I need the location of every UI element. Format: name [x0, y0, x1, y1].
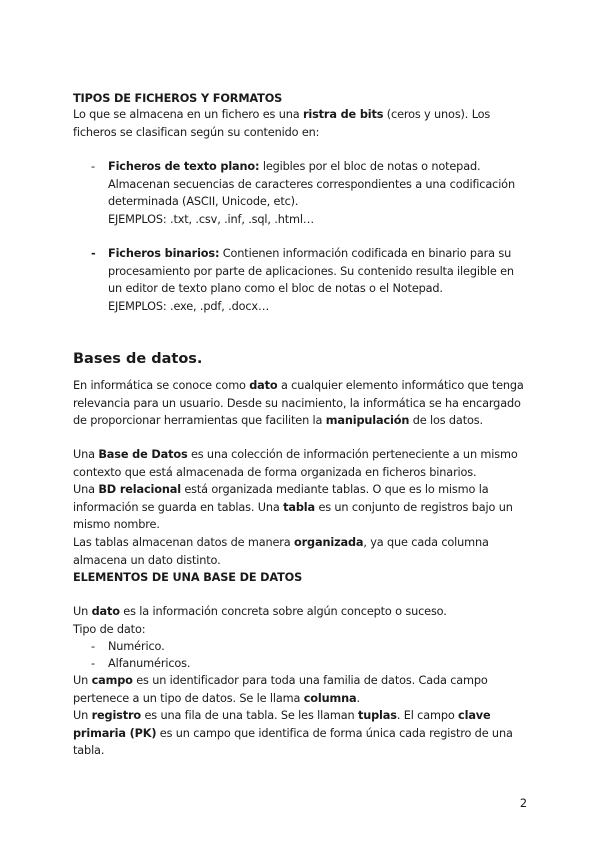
paragraph-dato: En informática se conoce como dato a cualquier elemento informático que tenga relevancia para un usuario. Desde su nacimiento, la informática se ha encargado de proporcionar herramientas que faciliten la manipulación de los datos.: [73, 379, 524, 428]
paragraph-base-de-datos: Una Base de Datos es una colección de información perteneciente a un mismo contexto que está almacenada de forma organizada en ficheros binarios. Una BD relacional está organizada mediante tablas. O que es lo mismo la información se guarda en tablas. Una tabla es un conjunto de registros bajo un mismo nombre. Las tablas almacenan datos de manera organizada, ya que cada columna almacena un dato distinto.: [73, 448, 518, 567]
section-title-tipos-ficheros: TIPOS DE FICHEROS Y FORMATOS: [73, 92, 283, 105]
page-number: 2: [519, 797, 527, 810]
list-bullet: -: [91, 657, 96, 670]
list-bullet: -: [91, 160, 96, 173]
list-item-binarios: Ficheros binarios: Contienen información codificada en binario para su procesamiento por parte de aplicaciones. Su contenido resulta ilegible en un editor de texto plano como el bloc de notas o el Notepad. EJEMPLOS: .exe, .pdf, .docx…: [108, 247, 514, 313]
heading-bases-de-datos: Bases de datos.: [73, 351, 203, 367]
paragraph-un-dato: Un dato es la información concreta sobre algún concepto o suceso.: [73, 605, 447, 618]
paragraph-campo-registro: Un campo es un identificador para toda una familia de datos. Cada campo pertenece a un tipo de datos. Se le llama columna. Un registro es una fila de una tabla. Se les llaman tuplas. El campo clave primaria (PK) es un campo que identifica de forma única cada registro de una tabla.: [73, 674, 513, 758]
list-item-alfanumericos: Alfanuméricos.: [108, 657, 191, 670]
list-bullet: -: [91, 247, 96, 260]
list-item-numerico: Numérico.: [108, 640, 165, 653]
section-title-elementos: ELEMENTOS DE UNA BASE DE DATOS: [73, 571, 303, 584]
list-bullet: -: [91, 640, 96, 653]
label-tipo-de-dato: Tipo de dato:: [73, 623, 146, 636]
list-item-texto-plano: Ficheros de texto plano: legibles por el bloc de notas o notepad. Almacenan secuencias de caracteres correspondientes a una codificación determinada (ASCII, Unicode, etc). EJEMPLOS: .txt, .csv, .inf, .sql, .html…: [108, 160, 515, 226]
intro-paragraph: Lo que se almacena en un fichero es una ristra de bits (ceros y unos). Los ficheros se clasifican según su contenido en:: [73, 108, 491, 139]
